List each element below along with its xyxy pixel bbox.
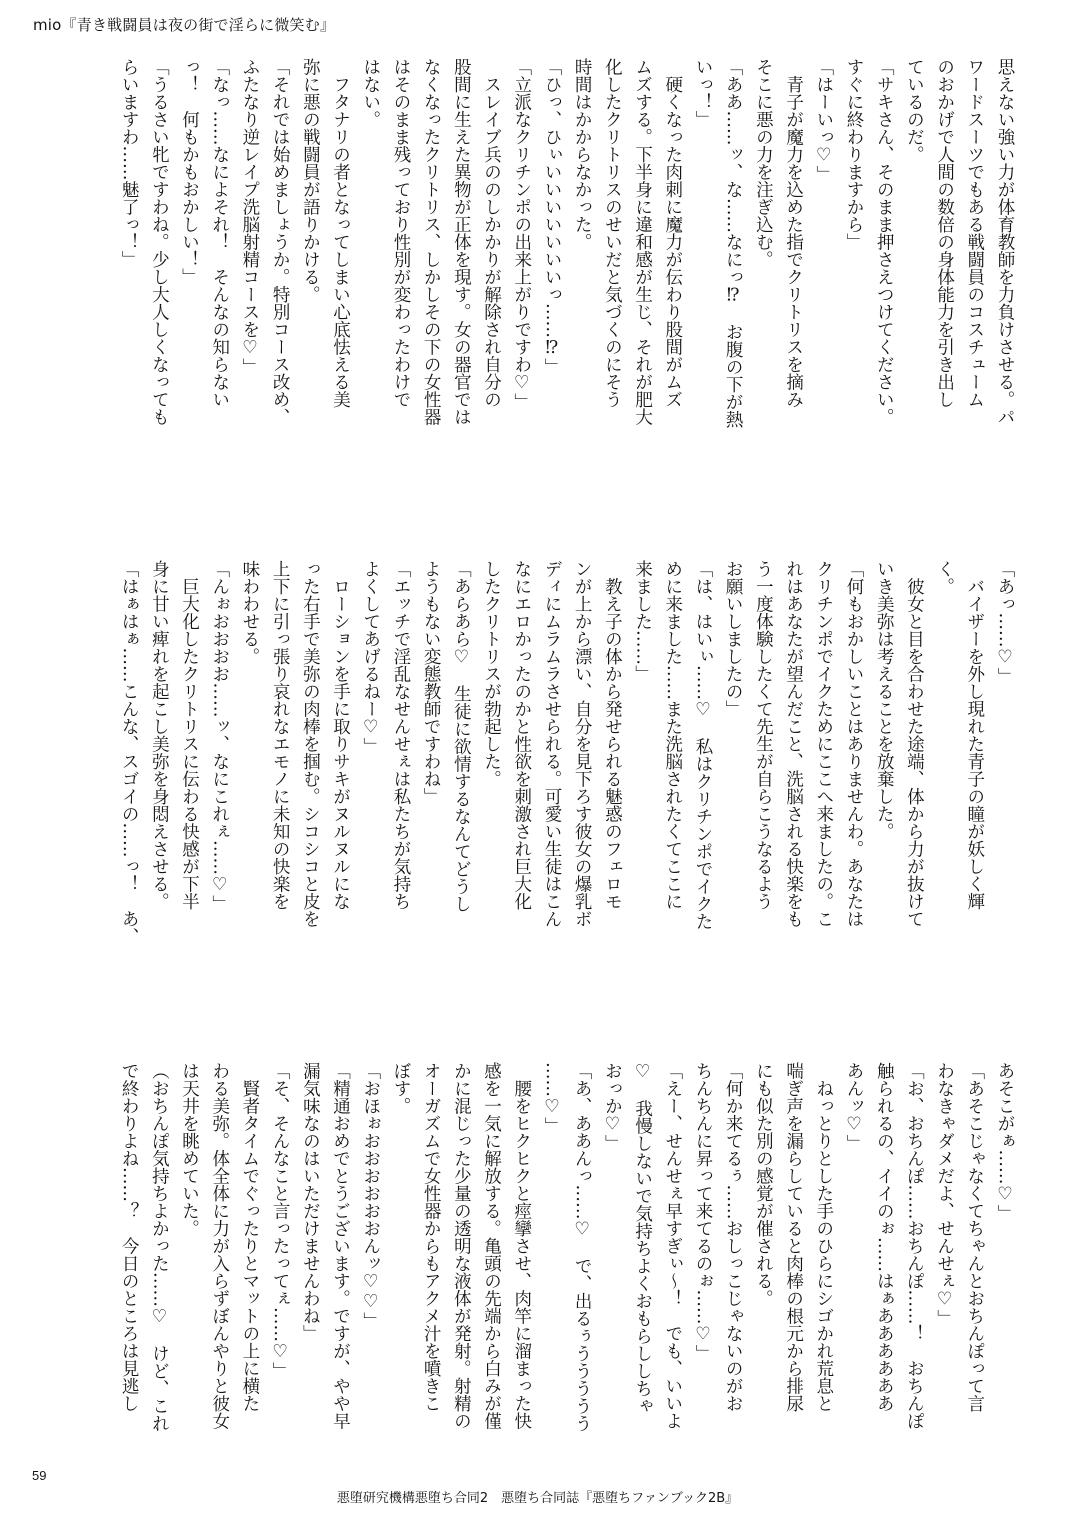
text-line: めに来ました……また洗脳されたくてここに xyxy=(662,560,683,910)
text-line: ンが上から漂い、自分を見下ろす彼女の爆乳ボ xyxy=(572,560,593,928)
page-number: 59 xyxy=(32,1468,47,1483)
text-line: 「立派なクリチンポの出来上がりですわ♡」 xyxy=(511,58,532,411)
text-line: 硬くなった肉刺に魔力が伝わり股間がムズ xyxy=(662,58,683,408)
text-line: 青子が魔力を込めた指でクリトリスを摘み xyxy=(783,58,804,408)
text-line: 「なっ……なによそれ！ そんなの知らない xyxy=(209,58,230,408)
text-line: 時間はかからなかった。 xyxy=(572,58,593,251)
text-line: ているのだ。 xyxy=(904,58,925,163)
text-line: おっか♡」 xyxy=(602,1062,623,1152)
text-line: はそのまま残っており性別が変わったわけで xyxy=(390,58,411,408)
text-line: ふたなり逆レイプ洗脳射精コースを♡」 xyxy=(239,58,260,376)
text-line: 股間に生えた異物が正体を現す。女の器官では xyxy=(451,58,472,426)
text-line: クリチンポでイクためにここへ来ましたの。こ xyxy=(813,560,834,928)
text-line: 「は、はいぃ……♡ 私はクリチンポでイクた xyxy=(692,560,713,930)
text-line: 味わわせる。 xyxy=(239,560,260,665)
text-line: にも似た別の感覚が催される。 xyxy=(753,1062,774,1307)
text-line: は天井を眺めていた。 xyxy=(179,1062,200,1237)
text-line: （おちんぽ気持ちよかった……♡ けど、これ xyxy=(149,1062,170,1432)
text-line: ちんちんに昇って来てるのぉ……♡」 xyxy=(692,1062,713,1362)
text-line: 賢者タイムでぐったりとマットの上に横た xyxy=(239,1062,260,1412)
text-line: 「エッチで淫乱なせんせぇは私たちが気持ち xyxy=(390,560,411,910)
text-line: 「ひっ、ひぃいいいいいいいっ……⁉」 xyxy=(541,58,562,376)
text-line: ねっとりとした手のひらにシゴかれ荒息と xyxy=(813,1062,834,1412)
text-line: ワードスーツでもある戦闘員のコスチューム xyxy=(964,58,985,408)
text-line: ディにムラムラさせられる。可愛い生徒はこん xyxy=(541,560,562,928)
text-line: う一度体験したくて先生が自らこうなるよう xyxy=(753,560,774,910)
text-line: お願いしましたの」 xyxy=(723,560,744,718)
text-line: わる美弥。体全体に力が入らずぼんやりと彼女 xyxy=(209,1062,230,1430)
text-line: ようもない変態教師ですわね」 xyxy=(421,560,442,805)
text-line: 「何もおかしいことはありませんわ。あなたは xyxy=(843,560,864,928)
text-line: 弥に悪の戦闘員が語りかける。 xyxy=(300,58,321,303)
text-line: わなきゃダメだよ、せんせぇ♡」 xyxy=(934,1062,955,1327)
text-tier-middle xyxy=(100,560,1020,1000)
text-line: バイザーを外し現れた青子の瞳が妖しく輝 xyxy=(964,560,985,910)
text-line: なくなったクリトリス、しかしその下の女性器 xyxy=(421,58,442,426)
text-line: 感を一気に解放する。亀頭の先端から白みが僅 xyxy=(481,1062,502,1430)
text-line: 来ました……」 xyxy=(632,560,653,683)
text-line: 「あっ……♡」 xyxy=(995,560,1015,685)
header-title: mio『青き戦闘員は夜の街で淫らに微笑む』 xyxy=(33,16,336,34)
text-line: なにエロかったのかと性欲を刺激され巨大化 xyxy=(511,560,532,910)
text-line: 彼女と目を合わせた途端、体から力が抜けて xyxy=(904,560,925,928)
text-line: よくしてあげるねー♡」 xyxy=(360,560,381,755)
text-line: 「おほぉおおおおおおんッ♡♡」 xyxy=(360,1062,381,1330)
text-line: 教え子の体から発せられる魅惑のフェロモ xyxy=(602,560,623,910)
text-line: 「あそこじゃなくてちゃんとおちんぽって言 xyxy=(964,1062,985,1412)
text-line: 「お、おちんぽ……おちんぽ……！ おちんぽ xyxy=(904,1062,925,1430)
text-line: らいますわ……魅了っ！」 xyxy=(119,58,140,268)
text-line: 巨大化したクリトリスに伝わる快感が下半 xyxy=(179,560,200,910)
text-line: 身に甘い痺れを起こし美弥を身悶えさせる。 xyxy=(149,560,170,910)
text-line: 腰をヒクヒクと痙攣させ、肉竿に溜まった快 xyxy=(511,1062,532,1430)
text-line: 触られるの、イイのぉ……はぁああああああ xyxy=(874,1062,895,1412)
text-line: 「うるさい牝ですわね。少し大人しくなっても xyxy=(149,58,170,426)
text-line: フタナリの者となってしまい心底怯える美 xyxy=(330,58,351,408)
text-line: はない。 xyxy=(360,58,381,128)
text-line: 「んぉおおおお……ッ、なにこれぇ……♡」 xyxy=(209,560,230,913)
text-line: 漏気味なのはいただけませんわね」 xyxy=(300,1062,321,1342)
text-line: 「あ、ああんっ……♡ で、出るぅううううう xyxy=(572,1062,593,1432)
text-line: したクリトリスが勃起した。 xyxy=(481,560,502,788)
text-line: 「あらあら♡ 生徒に欲情するなんてどうし xyxy=(451,560,472,913)
text-line: 「サキさん、そのまま押さえつけてください。 xyxy=(874,58,895,426)
text-line: いっ！」 xyxy=(692,58,713,128)
text-line: 「それでは始めましょうか。特別コース改め、 xyxy=(270,58,291,426)
text-line: のおかげで人間の数倍の身体能力を引き出し xyxy=(934,58,955,408)
text-line: 「ああ……ッ、な……なにっ⁉ お腹の下が熱 xyxy=(723,58,744,428)
text-line: あそこがぁ……♡」 xyxy=(995,1062,1015,1222)
text-line: かに混じった少量の透明な液体が発射。射精の xyxy=(451,1062,472,1430)
text-line: っ！ 何もかもおかしい！」 xyxy=(179,58,200,286)
text-line: あんッ♡」 xyxy=(843,1062,864,1152)
text-line: ムズする。下半身に違和感が生じ、それが肥大 xyxy=(632,58,653,426)
text-line: ローションを手に取りサキがヌルヌルにな xyxy=(330,560,351,910)
text-line: 化したクリトリスのせいだと気づくのにそう xyxy=(602,58,623,408)
text-line: スレイブ兵ののしかかりが解除され自分の xyxy=(481,58,502,408)
text-line: で終わりよね……？ 今日のところは見逃し xyxy=(119,1062,140,1412)
text-line: ぼす。 xyxy=(390,1062,411,1115)
text-line: ♡ 我慢しないで気持ちよくおもらししちゃ xyxy=(632,1062,653,1415)
text-line: すぐに終わりますから」 xyxy=(843,58,864,251)
text-line: 思えない強い力が体育教師を力負けさせる。パ xyxy=(995,58,1015,426)
text-line: 「はーいっ♡」 xyxy=(813,58,834,183)
text-tier-top xyxy=(100,58,1020,498)
text-line: 「えー、せんせぇ早すぎぃ～！ でも、いいよ xyxy=(662,1062,683,1430)
text-line: った右手で美弥の肉棒を掴む。シコシコと皮を xyxy=(300,560,321,928)
text-line: れはあなたが望んだこと、洗脳される快楽をも xyxy=(783,560,804,928)
text-line: 「そ、そんなこと言ったってぇ……♡」 xyxy=(270,1062,291,1380)
text-line: く。 xyxy=(934,560,955,595)
text-tier-bottom xyxy=(100,1062,1020,1490)
text-line: 「はぁはぁ……こんな、スゴイの……っ！ あ、 xyxy=(119,560,140,945)
text-line: 喘ぎ声を漏らしていると肉棒の根元から排尿 xyxy=(783,1062,804,1412)
text-line: ……♡」 xyxy=(541,1062,562,1135)
footer-title: 悪堕研究機構悪堕ち合同2 悪堕ち合同誌『悪堕ちファンブック2B』 xyxy=(336,1491,739,1506)
text-line: そこに悪の力を注ぎ込む。 xyxy=(753,58,774,268)
text-line: いき美弥は考えることを放棄した。 xyxy=(874,560,895,840)
text-line: オーガズムで女性器からもアクメ汁を噴きこ xyxy=(421,1062,442,1412)
text-line: 「何か来てるぅ……おしっこじゃないのがお xyxy=(723,1062,744,1412)
text-line: 上下に引っ張り哀れなエモノに未知の快楽を xyxy=(270,560,291,910)
text-line: 「精通おめでとうございます。ですが、やや早 xyxy=(330,1062,351,1430)
